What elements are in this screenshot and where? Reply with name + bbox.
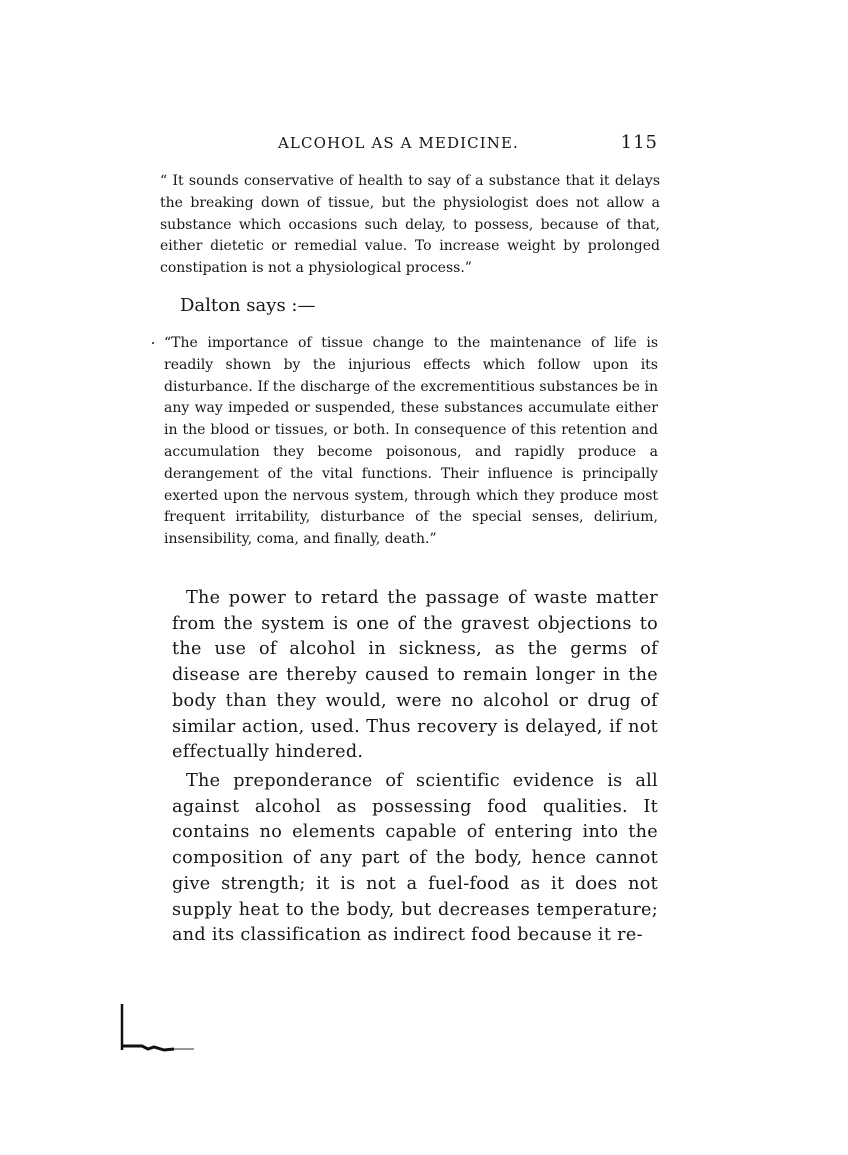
running-title: ALCOHOL AS A MEDICINE. (278, 134, 519, 152)
body-paragraph: The power to retard the passage of waste matter from the system is one of the gravest objections to the use of alcohol in sickness, as the germs of disease are thereby caused to remain longer in the body than they would, were no alcohol or drug of similar action, used. Thus recovery is delayed, if not effectually hindered. (172, 588, 658, 763)
page-number: 115 (620, 132, 658, 153)
page-header (160, 130, 660, 158)
body-paragraph: The preponderance of scientific evidence is all against alcohol as possessing food qualities. It contains no elements capable of entering into the composition of any part of the body, hence cannot give strength; it is not a fuel-food as it does not supply heat to the body, but decreases temperature; and its classification as indirect food because it re- (172, 771, 658, 946)
quote-block-1 (160, 171, 660, 280)
quote-block-2 (164, 333, 658, 551)
quote-text: “ It sounds conservative of health to say of a substance that it delays the breaking down of tissue, but the physiologist does not allow a substance which occasions such delay, to possess, because of that, either dietetic or remedial value. To increase weight by prolonged constipation is not a physiological process.” (160, 173, 660, 277)
quote-text: “The importance of tissue change to the maintenance of life is readily shown by the injurious effects which follow upon its disturbance. If the discharge of the excrementitious substances be in any way impeded or suspended, these substances accumulate either in the blood or tissues, or both. In consequence of this retention and accumulation they become poisonous, and rapidly produce a derangement of the vital functions. Their influence is principally exerted upon the nervous system, through which they produce most frequent irritability, disturbance of the special senses, delirium, insensibility, coma, and finally, death.” (164, 335, 658, 548)
stray-ink-mark (152, 342, 154, 344)
attribution-heading: Dalton says :— (180, 295, 316, 316)
page-corner-mark (118, 1000, 198, 1056)
